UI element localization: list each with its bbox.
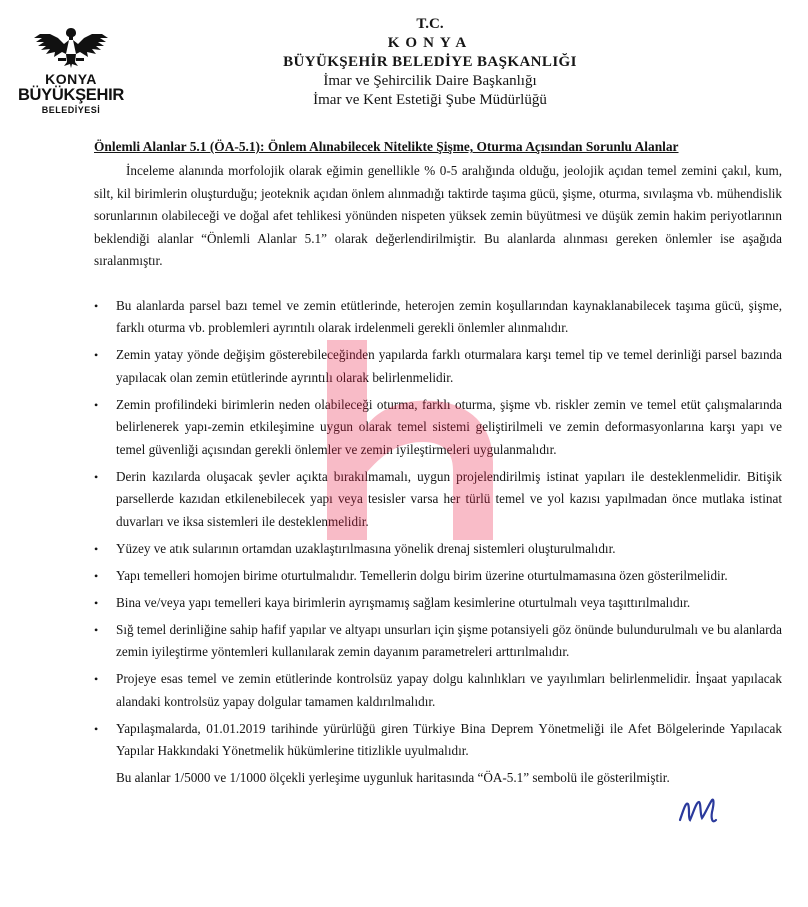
bullet-icon: • (94, 348, 99, 362)
logo-text-buyuksehir: BÜYÜKŞEHIR (17, 86, 125, 104)
letterhead (210, 15, 650, 110)
bullet-icon: • (94, 568, 99, 583)
intro-paragraph: İnceleme alanında morfolojik olarak eğimin genellikle % 0-5 aralığında olduğu, jeolojik açıdan temel zemini çakıl, kum, silt, kil birimlerin oluşturduğu; jeoteknik açıdan önlem alınmadığı taktirde taşıma gücü, şişme, oturma, sıvılaşma vb. mühendislik sorunlarının olabileceği ve doğal afet tehlikesi yönünden nispeten yüksek zemin büyütmesi ve düşük zemin hakim periyotlarının beklendiği alanlar “Önlemli Alanlar 5.1” olarak değerlendirilmiştir. Bu alanlarda alınması gereken önlemler ise aşağıda sıralanmıştır. (94, 163, 782, 268)
eagle-emblem-icon (28, 24, 114, 70)
section-title: Önlemli Alanlar 5.1 (ÖA-5.1): Önlem Alınabilecek Nitelikte Şişme, Oturma Açısından Sorunlu Alanlar (94, 139, 679, 154)
bullet-icon: • (94, 595, 99, 610)
bullet-icon: • (94, 622, 99, 637)
document-body (94, 138, 782, 790)
list-item (94, 668, 782, 713)
list-item (94, 344, 782, 389)
bullet-icon: • (94, 541, 99, 556)
list-item (94, 295, 782, 340)
list-item-text: Projeye esas temel ve zemin etütlerinde kontrolsüz yapay dolgu kalınlıkları ve yayılımları belirlenmelidir. İnşaat yapılacak alandaki kontrolsüz yapay dolgular tamamen kaldırılmalıdır. (116, 671, 782, 709)
list-item (94, 619, 782, 664)
list-item-text: Zemin yatay yönde değişim gösterebileceğinden yapılarda farklı oturmalara karşı temel tip ve temel derinliği parsel bazında yapılacak olan zemin etütlerinde ayrıntılı olarak belirlenmelidir. (116, 347, 782, 385)
konya-municipality-logo (16, 24, 126, 115)
list-item-text: Zemin profilindeki birimlerin neden olabileceği oturma, farklı oturma, şişme vb. riskler zemin ve temel etüt çalışmalarında belirlenerek yapı-zemin etkileşimine uygun olarak temel sistemi geliştirilmeli ve zemin deformasyonlarına karşı yapı ve temel güvenliği açısından gerekli önlemler ve zemin iyileştirmeleri uygulanmalıdır. (116, 396, 782, 457)
list-item (94, 592, 782, 615)
list-item-text: Yüzey ve atık sularının ortamdan uzaklaştırılmasına yönelik drenaj sistemleri oluşturulmalıdır. (116, 540, 616, 556)
bullet-icon: • (94, 469, 99, 484)
closing-paragraph: Bu alanlar 1/5000 ve 1/1000 ölçekli yerleşime uygunluk haritasında “ÖA-5.1” sembolü ile gösterilmiştir. (116, 770, 670, 785)
bullet-icon: • (94, 721, 99, 736)
logo-text-konya: KONYA (45, 71, 97, 87)
bullet-icon: • (94, 298, 99, 313)
list-item-text: Bina ve/veya yapı temelleri kaya birimlerin ayrışmamış sağlam kesimlerine oturtulmalı veya taşıttırılmalıdır. (116, 594, 691, 610)
header-department: İmar ve Şehircilik Daire Başkanlığı (323, 73, 537, 89)
header-directorate: İmar ve Kent Estetiği Şube Müdürlüğü (313, 92, 547, 108)
list-item (94, 394, 782, 462)
list-item-text: Derin kazılarda oluşacak şevler açıkta bırakılmamalı, uygun projelendirilmiş istinat yapıları ile desteklenmelidir. Bitişik parsellerde kazıdan etkilenebilecek yapı veya tesisler varsa her türlü temel ve yol kazısı yapılmadan önce mutlaka istinat duvarları ve iksa sistemleri ile desteklenmelidir. (116, 468, 782, 529)
header-municipality: BÜYÜKŞEHİR BELEDİYE BAŞKANLIĞI (283, 54, 577, 70)
list-item (94, 538, 782, 561)
list-item (94, 718, 782, 763)
header-konya: KONYA (387, 35, 473, 51)
bullet-icon: • (94, 672, 99, 686)
header-tc: T.C. (416, 16, 444, 32)
handwritten-signature-icon (676, 790, 738, 830)
list-item (94, 565, 782, 588)
bullet-icon: • (94, 397, 99, 412)
list-item-text: Sığ temel derinliğine sahip hafif yapılar ve altyapı unsurları için şişme potansiyeli göz önünde bulundurulmalı ve bu alanlarda zemin iyileştirme yöntemleri kullanılarak zemin dayanım parametreleri arttırılmalıdır. (116, 621, 782, 659)
logo-text-belediyesi: BELEDİYESİ (41, 104, 101, 115)
list-item-text: Bu alanlarda parsel bazı temel ve zemin etütlerinde, heterojen zemin koşullarından kaynaklanabilecek taşıma gücü, şişme, farklı oturma vb. problemleri ayrıntılı olarak irdelenmeli gerekli önlemler alınmalıdır. (116, 297, 782, 335)
list-item-text: Yapı temelleri homojen birime oturtulmalıdır. Temellerin dolgu birim üzerine oturtulmamasına özen gösterilmelidir. (116, 567, 728, 583)
measures-list (94, 295, 782, 763)
list-item-text: Yapılaşmalarda, 01.01.2019 tarihinde yürürlüğü giren Türkiye Bina Deprem Yönetmeliği ile Afet Bölgelerinde Yapılacak Yapılar Hakkındaki Yönetmelik hükümlerine titizlikle uyulmalıdır. (116, 720, 782, 758)
list-item (94, 466, 782, 534)
